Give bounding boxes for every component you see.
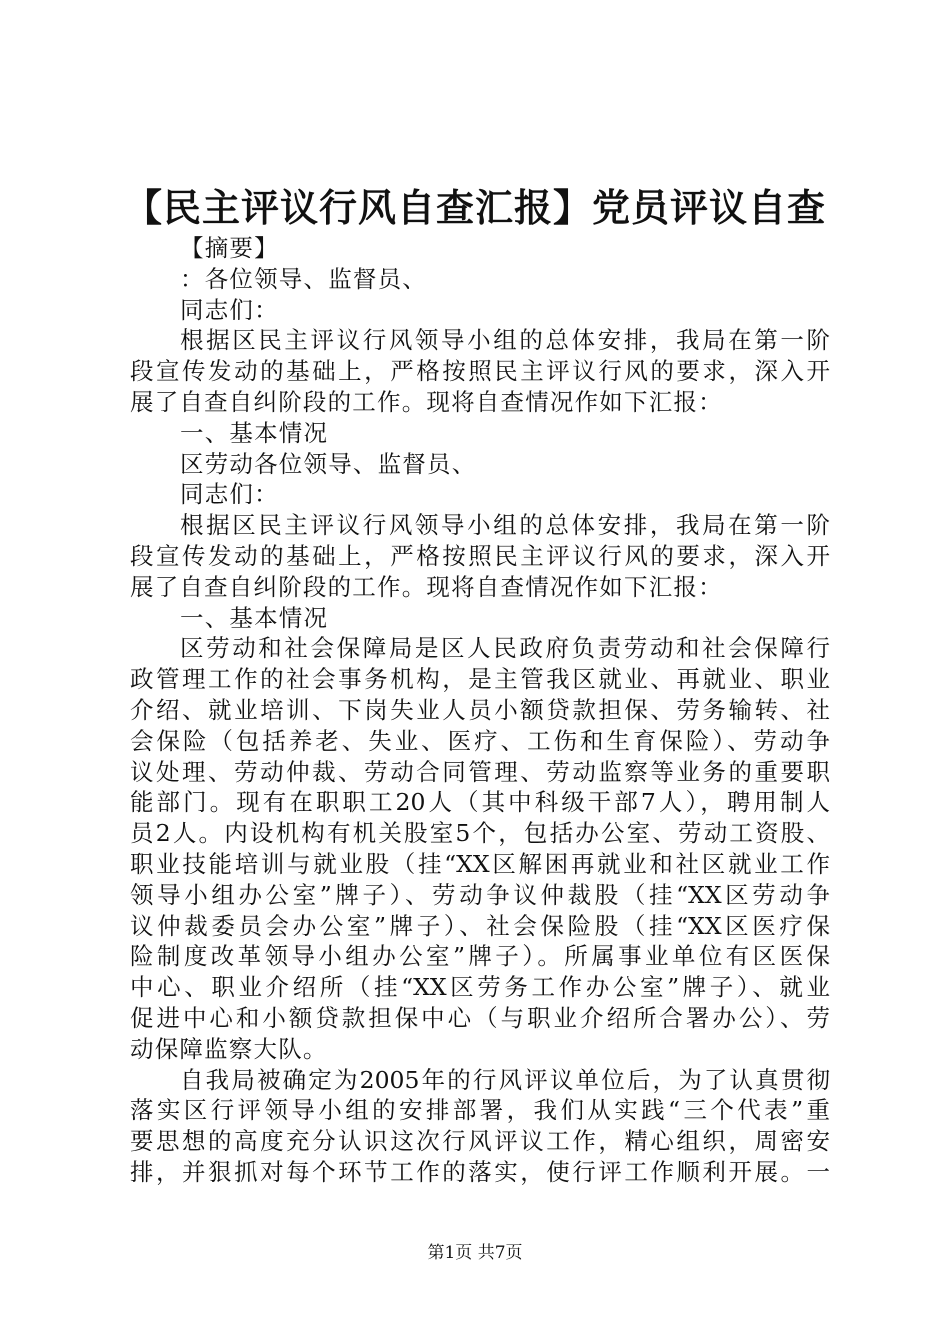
body-text-line: 促进中心和小额贷款担保中心（与职业介绍所合署办公）、劳 xyxy=(130,1003,830,1032)
body-text-line: 能部门。现有在职职工20人（其中科级干部7人），聘用制人 xyxy=(130,788,830,817)
body-text-line: 排，并狠抓对每个环节工作的落实，使行评工作顺利开展。一 xyxy=(130,1157,830,1186)
body-text-line: 展了自查自纠阶段的工作。现将自查情况作如下汇报： xyxy=(130,387,723,416)
body-text-line: 段宣传发动的基础上，严格按照民主评议行风的要求，深入开 xyxy=(130,357,830,386)
body-text-line: 区劳动和社会保障局是区人民政府负责劳动和社会保障行 xyxy=(180,634,830,663)
page-footer: 第1页 共7页 xyxy=(427,1243,523,1263)
body-text-line: 要思想的高度充分认识这次行风评议工作，精心组织，周密安 xyxy=(130,1127,830,1156)
body-text-line: 会保险（包括养老、失业、医疗、工伤和生育保险）、劳动争 xyxy=(130,726,830,755)
body-text-line: 议仲裁委员会办公室”牌子）、社会保险股（挂“XX区医疗保 xyxy=(130,911,830,940)
body-text-line: 根据区民主评议行风领导小组的总体安排，我局在第一阶 xyxy=(180,326,830,355)
body-text-line: 段宣传发动的基础上，严格按照民主评议行风的要求，深入开 xyxy=(130,541,830,570)
body-text-line: 中心、职业介绍所（挂“XX区劳务工作办公室”牌子）、就业 xyxy=(130,973,830,1002)
body-text-line: 同志们： xyxy=(180,480,279,509)
body-text-line: 【摘要】 xyxy=(180,234,279,262)
body-text-line: 一、基本情况 xyxy=(180,418,329,447)
body-text-line: 自我局被确定为2005年的行风评议单位后，为了认真贯彻 xyxy=(180,1065,830,1094)
body-text-line: ：各位领导、监督员、 xyxy=(180,264,427,293)
body-text-line: 落实区行评领导小组的安排部署，我们从实践“三个代表”重 xyxy=(130,1096,830,1125)
body-text-line: 员2人。内设机构有机关股室5个，包括办公室、劳动工资股、 xyxy=(130,819,830,848)
body-text-line: 区劳动各位领导、监督员、 xyxy=(180,449,477,478)
body-text-line: 介绍、就业培训、下岗失业人员小额贷款担保、劳务输转、社 xyxy=(130,695,830,724)
body-text-line: 险制度改革领导小组办公室”牌子）。所属事业单位有区医保 xyxy=(130,942,830,971)
body-text-line: 同志们： xyxy=(180,295,279,324)
body-text-line: 职业技能培训与就业股（挂“XX区解困再就业和社区就业工作 xyxy=(130,849,830,878)
body-text-line: 领导小组办公室”牌子）、劳动争议仲裁股（挂“XX区劳动争 xyxy=(130,880,830,909)
body-text-line: 政管理工作的社会事务机构，是主管我区就业、再就业、职业 xyxy=(130,665,830,694)
body-text-line: 议处理、劳动仲裁、劳动合同管理、劳动监察等业务的重要职 xyxy=(130,757,830,786)
body-text-line: 展了自查自纠阶段的工作。现将自查情况作如下汇报： xyxy=(130,572,723,601)
body-text-line: 动保障监察大队。 xyxy=(130,1034,328,1063)
document-body xyxy=(130,233,830,1188)
body-text-line: 一、基本情况 xyxy=(180,603,329,632)
body-text-line: 根据区民主评议行风领导小组的总体安排，我局在第一阶 xyxy=(180,511,830,540)
document-title: 【民主评议行风自查汇报】党员评议自查 xyxy=(123,186,826,230)
